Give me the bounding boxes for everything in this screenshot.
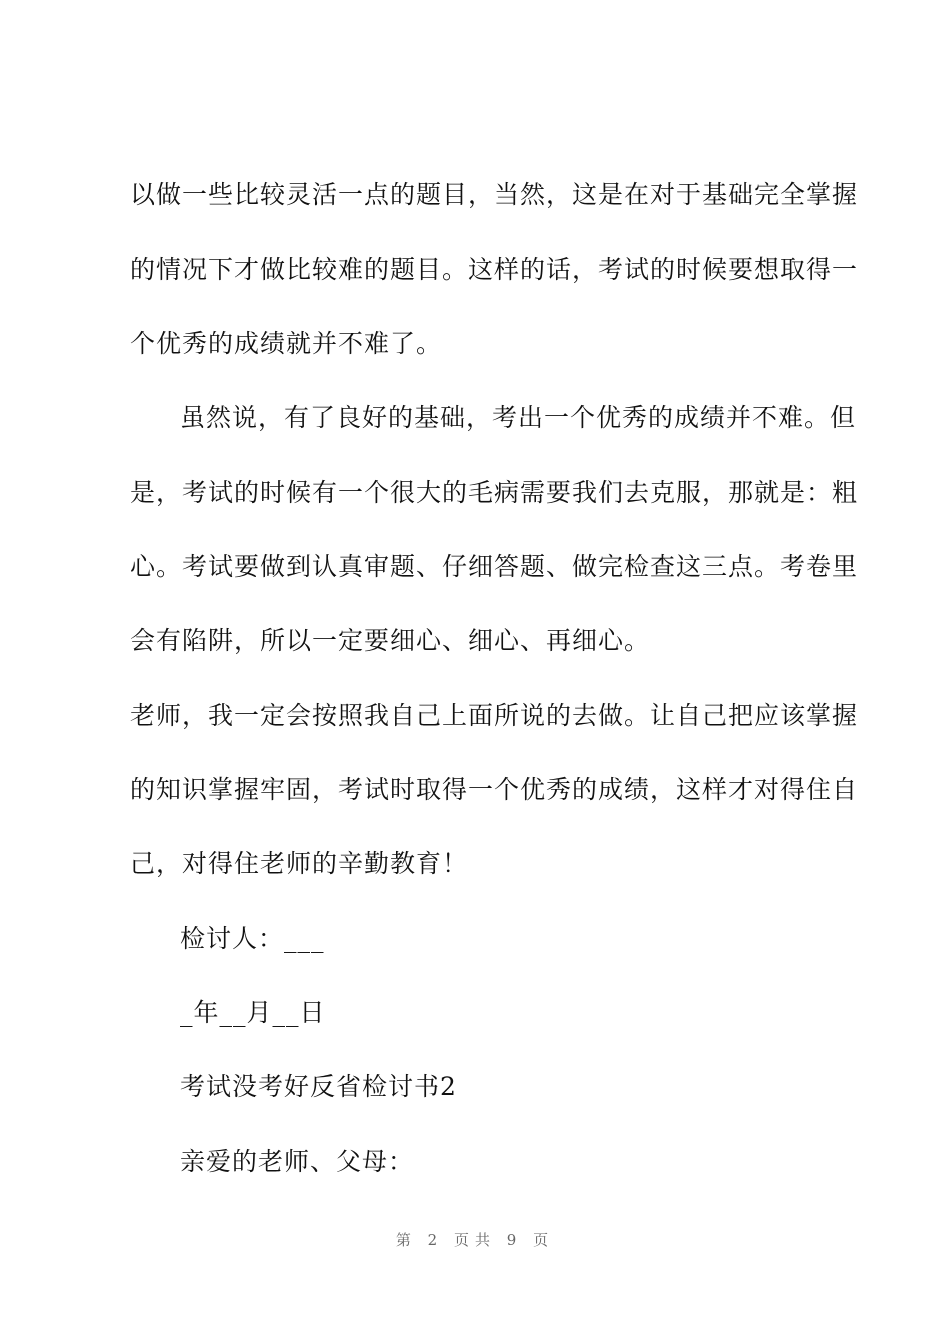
section-title: 考试没考好反省检讨书2: [180, 1072, 457, 1101]
paragraph-line: 老师，我一定会按照我自己上面所说的去做。让自己把应该掌握: [130, 701, 859, 730]
paragraph-line: 的情况下才做比较难的题目。这样的话，考试的时候要想取得一: [130, 255, 859, 284]
salutation-line: 亲爱的老师、父母：: [180, 1147, 415, 1176]
page-number-footer: 第 2 页共 9 页: [395, 1231, 555, 1249]
paragraph-line: 心。考试要做到认真审题、仔细答题、做完检查这三点。考卷里: [130, 552, 859, 581]
paragraph-line: 己，对得住老师的辛勤教育！: [130, 849, 469, 878]
date-line: _年__月__日: [180, 998, 326, 1027]
signature-line: 检讨人：___: [180, 924, 325, 953]
paragraph-line: 会有陷阱，所以一定要细心、细心、再细心。: [130, 626, 651, 655]
paragraph-line: 虽然说，有了良好的基础，考出一个优秀的成绩并不难。但: [180, 403, 857, 432]
paragraph-line: 以做一些比较灵活一点的题目，当然，这是在对于基础完全掌握: [130, 180, 859, 209]
paragraph-line: 是，考试的时候有一个很大的毛病需要我们去克服，那就是：粗: [130, 478, 859, 507]
paragraph-line: 个优秀的成绩就并不难了。: [130, 329, 443, 358]
paragraph-line: 的知识掌握牢固，考试时取得一个优秀的成绩，这样才对得住自: [130, 775, 859, 804]
